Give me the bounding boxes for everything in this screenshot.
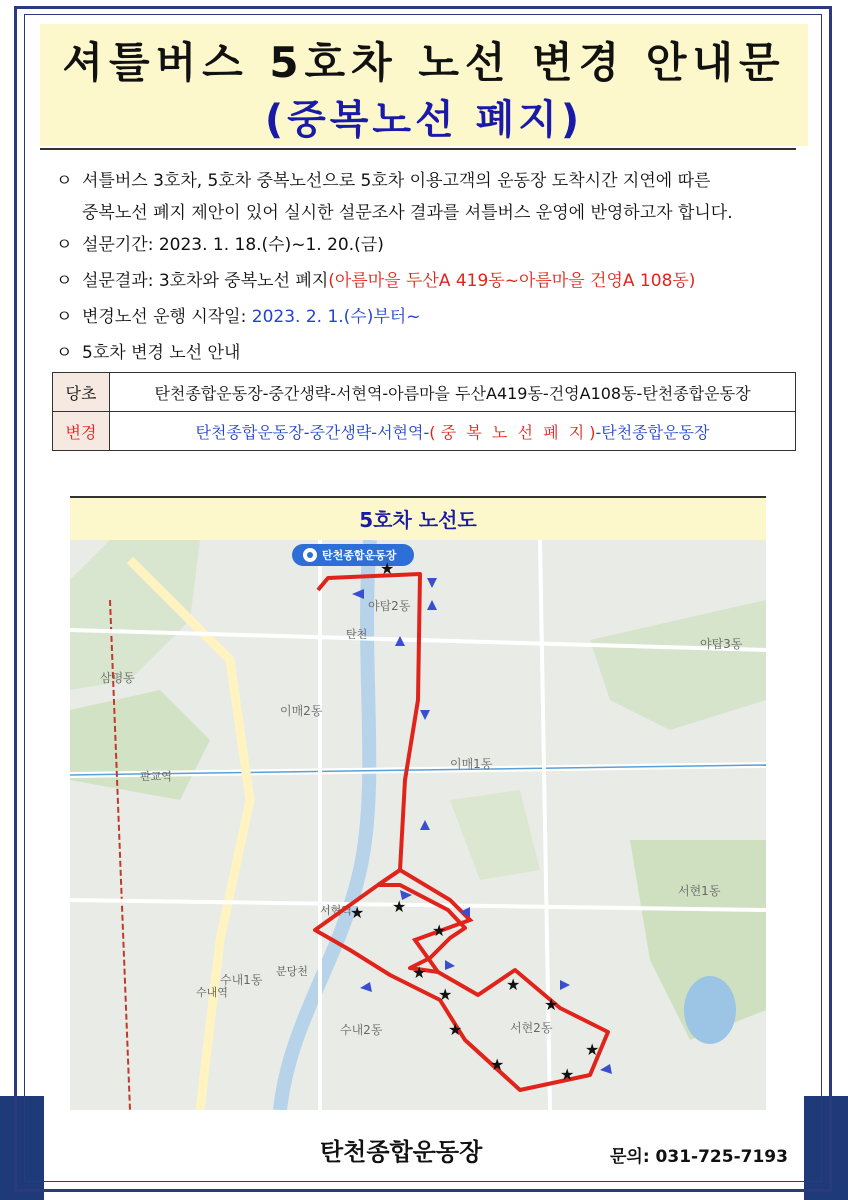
guide-text: 5호차 변경 노선 안내	[82, 343, 241, 363]
bullet: ㅇ	[56, 271, 73, 291]
map-label: 서현역	[320, 904, 352, 917]
bus-stop-icon: ★	[544, 995, 559, 1014]
map-label: 야탑3동	[700, 637, 743, 651]
notice-survey-result	[56, 270, 695, 292]
arrow-icon	[352, 589, 364, 599]
notice-survey-period	[56, 234, 384, 256]
bus-stop-icon: ★	[560, 1065, 575, 1084]
original-label: 당초	[53, 373, 110, 412]
bus-stop-icon: ★	[350, 903, 365, 922]
original-route: 탄천종합운동장-중간생략-서현역-아름마을 두산A419동-건영A108동-탄천종합운동장	[110, 373, 796, 412]
notice-text-1: 셔틀버스 3호차, 5호차 중복노선으로 5호차 이용고객의 운동장 도착시간 지연에 따른	[82, 171, 711, 191]
park-area	[590, 600, 766, 730]
map-label: 삼평동	[100, 671, 135, 685]
route-map	[70, 540, 766, 1110]
footer-place: 탄천종합운동장	[320, 1138, 483, 1166]
map-label: 이매1동	[450, 757, 493, 771]
bullet: ㅇ	[56, 307, 73, 327]
notice-line-1	[56, 170, 710, 192]
bus-route	[315, 574, 608, 1090]
page-title: 셔틀버스 5호차 노선 변경 안내문	[62, 38, 786, 87]
changed-suffix: -탄천종합운동장	[595, 422, 710, 442]
map-label: 수내2동	[340, 1023, 383, 1037]
notice-guide	[56, 342, 240, 364]
arrow-icon	[360, 982, 372, 992]
survey-period-text: 설문기간: 2023. 1. 18.(수)~1. 20.(금)	[82, 235, 384, 255]
result-detail: (아름마을 두산A 419동~아름마을 건영A 108동)	[328, 271, 696, 291]
start-date: 2023. 2. 1.(수)부터~	[251, 307, 421, 327]
notice-line-1b: 중복노선 폐지 제안이 있어 실시한 설문조사 결과를 셔틀버스 운영에 반영하고자 합니다.	[82, 203, 733, 223]
result-text: 설문결과: 3호차와 중복노선 폐지	[82, 271, 329, 291]
arrow-icon	[427, 600, 437, 610]
map-label: 야탑2동	[368, 599, 411, 613]
start-label: 변경노선 운행 시작일:	[82, 307, 252, 327]
bus-stop-icon: ★	[412, 963, 427, 982]
route-table	[52, 372, 796, 451]
arrow-icon	[420, 710, 430, 720]
arrow-icon	[427, 578, 437, 588]
map-label: 서현2동	[510, 1021, 553, 1035]
map-label: 판교역	[140, 770, 172, 783]
map-label: 탄천	[346, 628, 368, 641]
bus-stop-icon: ★	[432, 921, 447, 940]
notice-start-date	[56, 306, 420, 328]
bullet: ㅇ	[56, 343, 73, 363]
changed-removed: ( 중 복 노 선 폐 지 )	[429, 422, 596, 442]
table-row	[53, 373, 796, 412]
bullet: ㅇ	[56, 171, 73, 191]
table-row	[53, 412, 796, 451]
map-label: 서현1동	[678, 884, 721, 898]
route-map-svg	[70, 540, 766, 1110]
park-area	[450, 790, 540, 880]
map-title: 5호차 노선도	[359, 508, 477, 532]
arrow-icon	[560, 980, 570, 990]
footer-phone: 문의: 031-725-7193	[610, 1147, 788, 1167]
lake	[684, 976, 736, 1044]
bus-stop-icon: ★	[490, 1055, 505, 1074]
bus-stop-icon: ★	[392, 897, 407, 916]
bus-stop-icon: ★	[380, 559, 395, 578]
map-label: 수내역	[196, 986, 228, 999]
pin-label: 탄천종합운동장	[322, 549, 397, 562]
arrow-icon	[445, 960, 455, 970]
arrow-icon	[420, 820, 430, 830]
changed-route	[110, 412, 796, 451]
map-label: 이매2동	[280, 704, 323, 718]
bus-stop-icon: ★	[585, 1040, 600, 1059]
map-label: 분당천	[276, 965, 308, 978]
changed-label: 변경	[53, 412, 110, 451]
divider	[40, 148, 796, 150]
park-area	[70, 690, 210, 800]
changed-prefix: 탄천종합운동장-중간생략-서현역-	[195, 422, 430, 442]
page-subtitle: (중복노선 폐지)	[264, 97, 584, 143]
map-label: 수내1동	[220, 973, 263, 987]
bus-stop-icon: ★	[448, 1020, 463, 1039]
bullet: ㅇ	[56, 235, 73, 255]
bus-stop-icon: ★	[506, 975, 521, 994]
bus-stop-icon: ★	[438, 985, 453, 1004]
arrow-icon	[600, 1064, 612, 1074]
